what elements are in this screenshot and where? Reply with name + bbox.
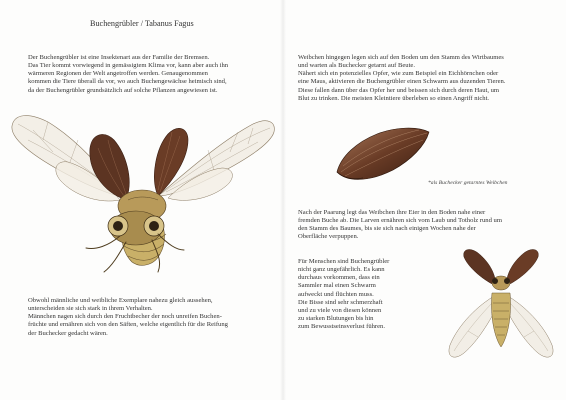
text-line: Männchen nagen sich durch den Fruchtbecher der noch unreifen Buchen- bbox=[28, 313, 222, 321]
intro-paragraph bbox=[28, 54, 228, 95]
behaviour-paragraph bbox=[28, 297, 228, 338]
text-line: kommen die Tiere überall da vor, wo auch Buchengewächse heimisch sind, bbox=[28, 78, 227, 86]
text-line: aufweckt und flüchten muss. bbox=[298, 290, 374, 298]
text-line: Der Buchengrübler ist eine Insektenart aus der Familie der Bremsen. bbox=[28, 54, 210, 61]
text-line: eine Maus, aktivieren die Buchengrübler einen Schwarm aus duzenden Tieren. bbox=[298, 78, 506, 86]
text-line: zum Bewusstseinsverlust führen. bbox=[298, 323, 385, 331]
insect-top-view-illustration bbox=[438, 245, 563, 365]
text-line: Blut zu trinken. Die meisten Kleintiere überleben so einen Angriff nicht. bbox=[298, 94, 490, 102]
text-line: Diese fallen dann über das Opfer her und beissen sich durch deren Haut, um bbox=[298, 86, 500, 94]
beechnut-disguised-female-illustration bbox=[333, 122, 433, 188]
text-line: durchaus vorkommen, dass ein bbox=[298, 274, 380, 282]
right-page bbox=[283, 0, 566, 400]
flying-insect-illustration bbox=[8, 100, 278, 290]
text-line: nicht ganz ungefährlich. Es kann bbox=[298, 266, 385, 274]
text-line: Für Menschen sind Buchengrübler bbox=[298, 258, 390, 265]
text-line: wärmeren Regionen der Welt angetroffen werden. Genaugenommen bbox=[28, 70, 208, 78]
page-title: Buchengrübler / Tabanus Fagus bbox=[90, 19, 194, 28]
text-line: Nähert sich ein potenzielles Opfer, wie zum Beispiel ein Eichhörnchen oder bbox=[298, 70, 499, 78]
text-line: da der Buchengrübler grundsätzlich auf solche Pflanzen angewiesen ist. bbox=[28, 86, 218, 94]
text-line: der Buchecker gedacht wären. bbox=[28, 329, 108, 337]
text-line: Das Tier kommt vorwiegend in gemässigtem Klima vor, kann aber auch ihn bbox=[28, 62, 229, 70]
reproduction-paragraph bbox=[298, 209, 502, 242]
text-line: fremden Buche ab. Die Larven ernähren sich vom Laub und Totholz rund um bbox=[298, 217, 502, 225]
text-line: Obwohl männliche und weibliche Exemplare nahezu gleich aussehen, bbox=[28, 297, 213, 304]
text-line: zu starken Blutungen bis hin bbox=[298, 315, 374, 323]
text-line: Oberfläche verpuppen. bbox=[298, 233, 359, 241]
text-line: und zu viele von diesen können bbox=[298, 306, 382, 314]
illustration-caption: *als Buchecker getarntes Weibchen bbox=[428, 180, 508, 186]
text-line: den Stamm des Baumes, bis sie sich nach einigen Wochen nahe der bbox=[298, 225, 476, 233]
text-line: Weibchen hingegen legen sich auf den Boden um den Stamm des Wirtbaumes bbox=[298, 54, 504, 61]
text-line: Nach der Paarung legt das Weibchen ihre Eier in den Boden nahe einer bbox=[298, 209, 486, 216]
text-line: und warten als Buchecker getarnt auf Beute. bbox=[298, 62, 415, 70]
text-line: unterscheiden sie sich stark in ihrem Verhalten. bbox=[28, 305, 153, 313]
text-line: Sammler mal einen Schwarm bbox=[298, 282, 376, 290]
danger-paragraph bbox=[298, 258, 389, 331]
text-line: früchte und ernähren sich von den Säften, welche eigentlich für die Reifung bbox=[28, 321, 228, 329]
female-hunting-paragraph bbox=[298, 54, 505, 103]
text-line: Die Bisse sind sehr schmerzhaft bbox=[298, 298, 383, 306]
